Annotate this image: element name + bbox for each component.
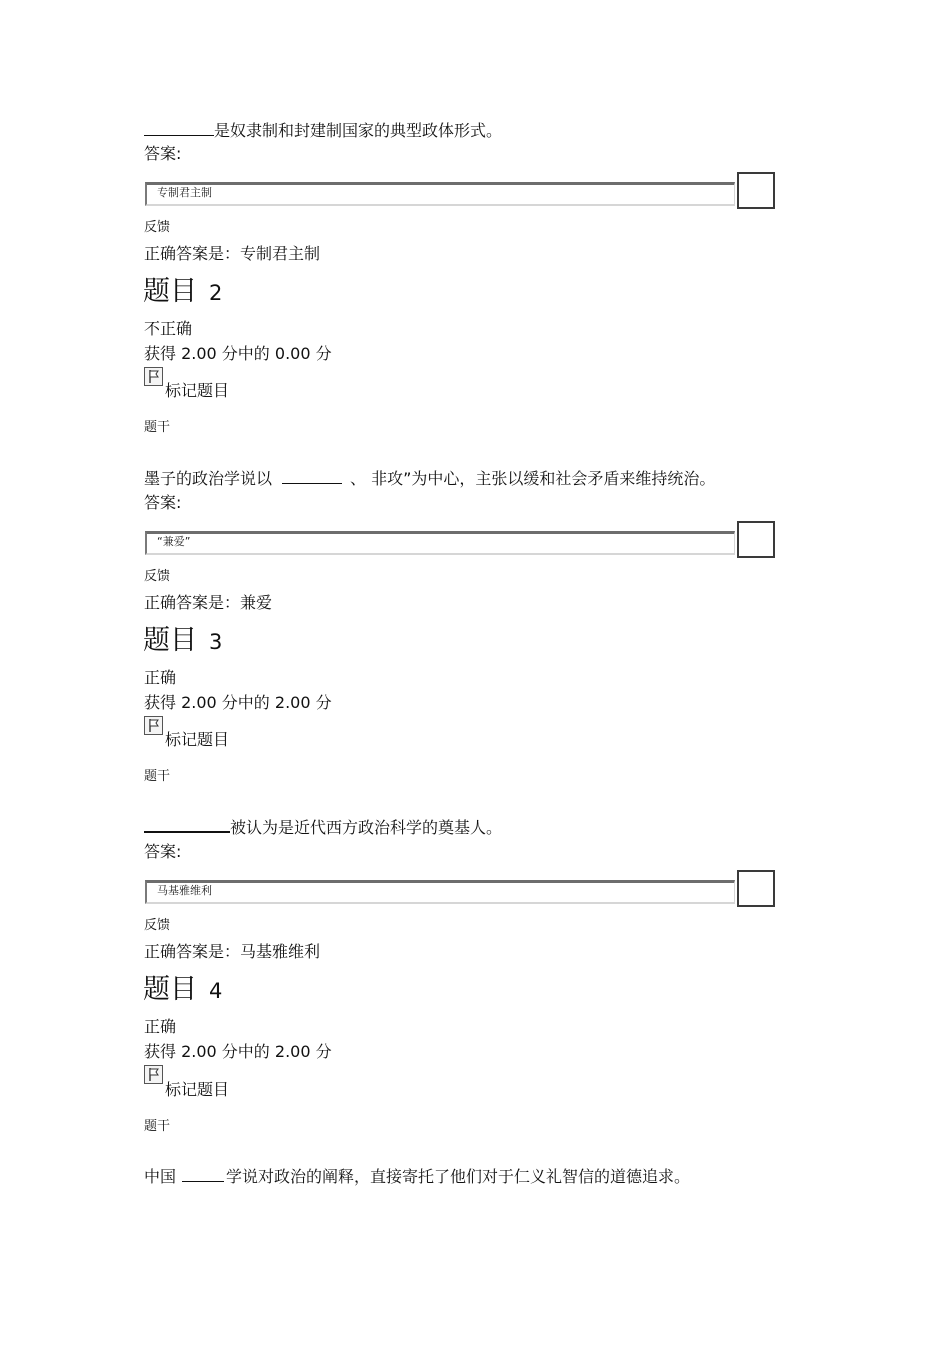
correct-answer: 正确答案是：马基雅维利 xyxy=(144,942,321,961)
correct-answer: 正确答案是：兼爱 xyxy=(144,593,273,612)
flag-icon[interactable] xyxy=(144,716,163,735)
fill-blank xyxy=(144,831,230,833)
question-score: 获得 2.00 分中的 2.00 分 xyxy=(144,1042,332,1061)
question-heading: 题目 4 xyxy=(143,974,223,1005)
feedback-label: 反馈 xyxy=(144,918,171,933)
check-button[interactable] xyxy=(737,870,775,907)
answer-input[interactable]: “兼爱” xyxy=(145,531,735,555)
stem-label: 题干 xyxy=(144,769,171,784)
question-status: 正确 xyxy=(144,668,177,687)
answer-input[interactable]: 马基雅维利 xyxy=(145,880,735,904)
correct-answer: 正确答案是：专制君主制 xyxy=(144,244,321,263)
fill-blank xyxy=(182,1181,224,1182)
question-3-prompt: 被认为是近代西方政治科学的奠基人。 xyxy=(144,818,502,838)
fill-blank xyxy=(282,483,342,484)
question-heading: 题目 2 xyxy=(143,276,223,307)
answer-input[interactable]: 专制君主制 xyxy=(145,182,735,206)
question-4-prompt: 中国 学说对政治的阐释，直接寄托了他们对于仁义礼智信的道德追求。 xyxy=(144,1167,691,1186)
flag-question-link[interactable]: 标记题目 xyxy=(165,1080,230,1099)
stem-label: 题干 xyxy=(144,1119,171,1134)
question-status: 不正确 xyxy=(144,319,193,338)
question-score: 获得 2.00 分中的 2.00 分 xyxy=(144,693,332,712)
question-1-prompt: 是奴隶制和封建制国家的典型政体形式。 xyxy=(144,121,502,141)
flag-question-link[interactable]: 标记题目 xyxy=(165,730,230,749)
fill-blank xyxy=(144,135,214,136)
feedback-label: 反馈 xyxy=(144,569,171,584)
check-button[interactable] xyxy=(737,172,775,209)
question-heading: 题目 3 xyxy=(143,625,223,656)
question-2-prompt: 墨子的政治学说以 、 非攻”为中心，主张以缓和社会矛盾来维持统治。 xyxy=(144,469,716,488)
question-score: 获得 2.00 分中的 0.00 分 xyxy=(144,344,332,363)
flag-icon[interactable] xyxy=(144,367,163,386)
question-status: 正确 xyxy=(144,1017,177,1036)
check-button[interactable] xyxy=(737,521,775,558)
feedback-label: 反馈 xyxy=(144,220,171,235)
flag-icon[interactable] xyxy=(144,1065,163,1084)
stem-label: 题干 xyxy=(144,420,171,435)
answer-label: 答案: xyxy=(144,493,182,512)
flag-question-link[interactable]: 标记题目 xyxy=(165,381,230,400)
answer-label: 答案: xyxy=(144,144,182,163)
answer-label: 答案: xyxy=(144,842,182,861)
